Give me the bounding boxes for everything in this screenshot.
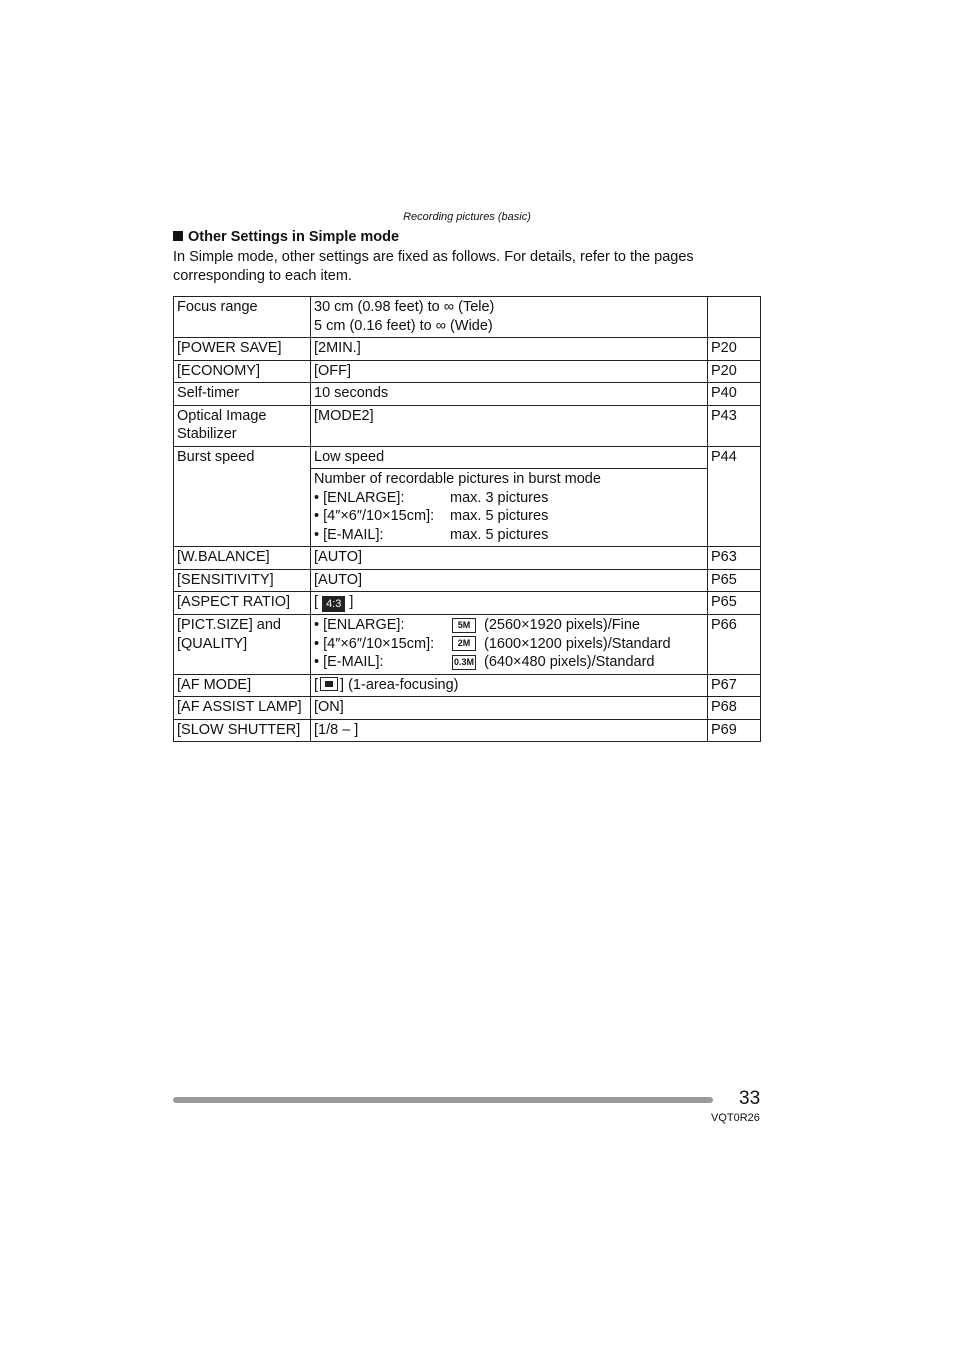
row-label: Self-timer [174,383,311,406]
row-value: [ON] [311,697,708,720]
bracket-close: ] [349,594,354,610]
row-value [311,674,708,697]
section-title-text: Other Settings in Simple mode [188,229,400,245]
pict-item-value: (1600×1200 pixels)/Standard [484,635,671,652]
row-page: P40 [708,383,761,406]
row-label: [W.BALANCE] [174,547,311,570]
page-number: 33 [739,1088,761,1109]
row-page: P20 [708,338,761,361]
burst-item-value: max. 3 pictures [450,489,549,506]
row-page: P65 [708,592,761,615]
table-row [174,615,761,675]
row-value [311,469,708,547]
row-value: [OFF] [311,360,708,383]
pict-item-label: • [ENLARGE]: [314,617,405,633]
burst-item-label: • [4″×6″/10×15cm]: [314,508,435,524]
af-mode-text: (1-area-focusing) [348,676,459,693]
pict-item [314,616,704,635]
row-page: P68 [708,697,761,720]
section-title [173,229,399,245]
table-row [174,592,761,615]
row-value [311,297,708,338]
pict-item-value: (640×480 pixels)/Standard [484,654,655,670]
table-row [174,360,761,383]
row-label: Focus range [174,297,311,338]
row-page: P20 [708,360,761,383]
row-page: P43 [708,405,761,446]
table-row [174,297,761,338]
row-label: [AF MODE] [174,674,311,697]
table-row [174,338,761,361]
pict-item [314,653,704,672]
row-label: [SENSITIVITY] [174,569,311,592]
bracket-open: [ [314,676,319,693]
burst-item [314,526,704,545]
row-value: Low speed [311,446,708,469]
row-page: P44 [708,446,761,547]
row-page: P69 [708,719,761,742]
burst-item-label: • [ENLARGE]: [314,489,405,506]
row-label: [ASPECT RATIO] [174,592,311,615]
burst-item [314,507,704,526]
row-value: [AUTO] [311,547,708,570]
row-value: [MODE2] [311,405,708,446]
intro-line: In Simple mode, other settings are fixed as follows. For details, refer to the pages [173,249,694,265]
row-page: P63 [708,547,761,570]
burst-item-value: max. 5 pictures [450,526,549,543]
row-page: P67 [708,674,761,697]
row-label: [AF ASSIST LAMP] [174,697,311,720]
aspect-ratio-icon: 4:3 [322,596,345,612]
af-1-area-icon [320,677,338,691]
picture-size-03m-icon: 0.3M [452,655,476,670]
label-line: [PICT.SIZE] and [177,617,281,633]
label-line: [QUALITY] [177,635,248,652]
footer-rule [173,1097,713,1103]
row-label [174,615,311,675]
table-row [174,719,761,742]
picture-size-2m-icon: 2M [452,636,476,651]
row-label: Burst speed [174,446,311,547]
table-row [174,697,761,720]
row-page [708,297,761,338]
row-label [174,405,311,446]
table-row [174,383,761,406]
document-code: VQT0R26 [711,1112,760,1124]
row-label: [SLOW SHUTTER] [174,719,311,742]
pict-item-label: • [4″×6″/10×15cm]: [314,635,435,652]
row-page: P66 [708,615,761,675]
pict-item [314,635,704,654]
row-value [311,592,708,615]
row-page: P65 [708,569,761,592]
value-line: 30 cm (0.98 feet) to ∞ (Tele) [314,299,495,315]
table-row [174,446,761,469]
burst-subtitle: Number of recordable pictures in burst mode [314,471,601,487]
row-label: [POWER SAVE] [174,338,311,361]
label-line: Stabilizer [177,426,237,442]
bracket-open: [ [314,594,319,610]
running-header: Recording pictures (basic) [403,211,531,223]
burst-item-label: • [E-MAIL]: [314,526,384,543]
bracket-close: ] [340,676,345,693]
table-row [174,405,761,446]
table-row [174,569,761,592]
settings-table [173,296,761,742]
label-line: Optical Image [177,407,267,424]
value-line: 5 cm (0.16 feet) to ∞ (Wide) [314,317,493,334]
table-row [174,674,761,697]
intro-paragraph [173,248,733,285]
row-value: [1/8 – ] [311,719,708,742]
burst-item [314,489,704,508]
row-value: [AUTO] [311,569,708,592]
burst-item-value: max. 5 pictures [450,508,549,524]
row-value: [2MIN.] [311,338,708,361]
pict-item-value: (2560×1920 pixels)/Fine [484,617,640,633]
table-row [174,547,761,570]
intro-line: corresponding to each item. [173,267,352,284]
square-bullet-icon [173,231,183,241]
row-value: 10 seconds [311,383,708,406]
picture-size-5m-icon: 5M [452,618,476,633]
row-label: [ECONOMY] [174,360,311,383]
pict-item-label: • [E-MAIL]: [314,654,384,670]
row-value [311,615,708,675]
